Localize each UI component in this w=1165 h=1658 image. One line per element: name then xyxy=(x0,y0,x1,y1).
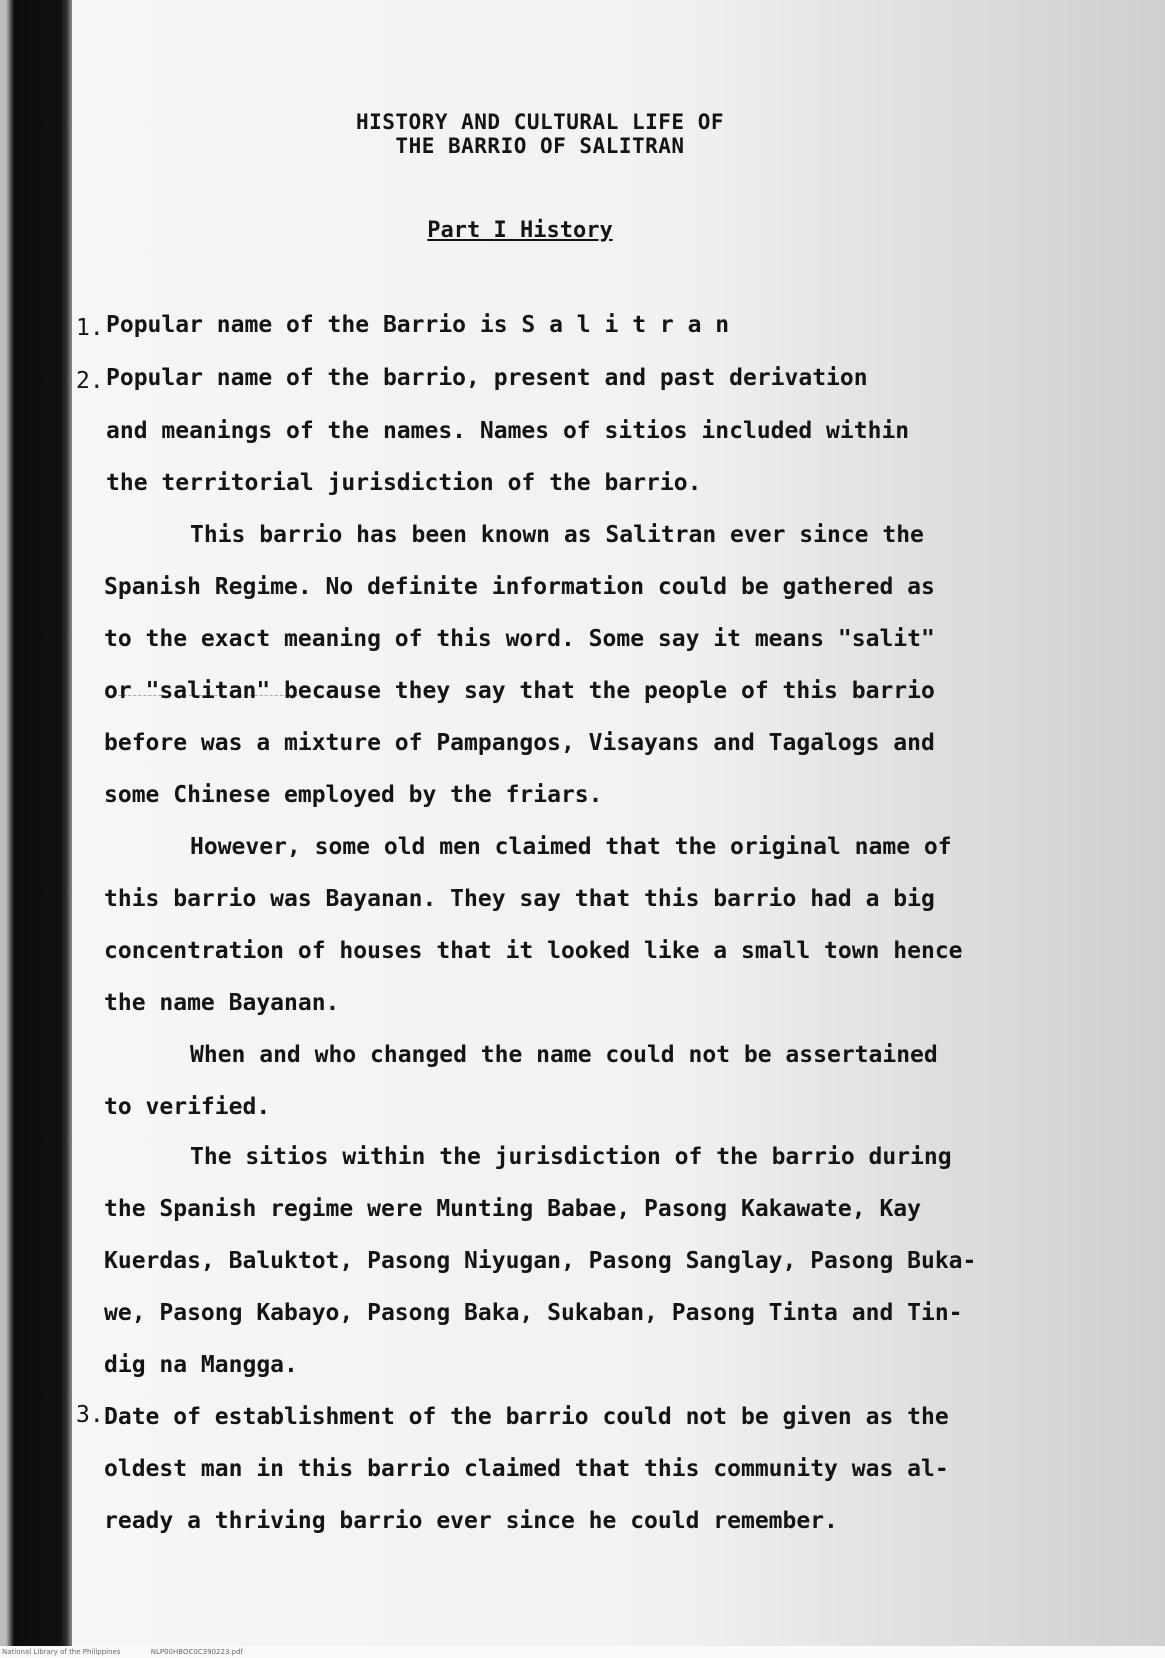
item-number: 1. xyxy=(76,315,104,341)
paragraph-line: However, some old men claimed that the original name of xyxy=(190,834,952,860)
paragraph-line: to verified. xyxy=(104,1094,271,1120)
item-line: the territorial jurisdiction of the barrio. xyxy=(106,470,702,496)
item-line: Popular name of the Barrio is S a l i t r a n xyxy=(106,312,730,338)
paragraph-line: dig na Mangga. xyxy=(104,1352,298,1378)
paragraph-line: When and who changed the name could not be assertained xyxy=(190,1042,938,1068)
paragraph-line: this barrio was Bayanan. They say that this barrio had a big xyxy=(104,886,935,912)
item-number: 3. xyxy=(76,1402,104,1428)
paragraph-line: before was a mixture of Pampangos, Visayans and Tagalogs and xyxy=(104,730,935,756)
item-line: Popular name of the barrio, present and past derivation xyxy=(106,365,868,391)
paragraph-line: the name Bayanan. xyxy=(104,990,340,1016)
section-heading: Part I History xyxy=(427,218,613,243)
paragraph-line: Spanish Regime. No definite information could be gathered as xyxy=(104,574,935,600)
paragraph-line: some Chinese employed by the friars. xyxy=(104,782,603,808)
paragraph-line: to the exact meaning of this word. Some say it means "salit" xyxy=(104,626,935,652)
paragraph-line: The sitios within the jurisdiction of the barrio during xyxy=(190,1144,952,1170)
paragraph-line: the Spanish regime were Munting Babae, Pasong Kakawate, Kay xyxy=(104,1196,921,1222)
book-binding-edge xyxy=(0,0,72,1658)
item-number: 2. xyxy=(76,368,104,394)
paragraph-line: Kuerdas, Baluktot, Pasong Niyugan, Pasong Sanglay, Pasong Buka- xyxy=(104,1248,977,1274)
paragraph-line: we, Pasong Kabayo, Pasong Baka, Sukaban, Pasong Tinta and Tin- xyxy=(104,1300,963,1326)
footer-library: National Library of the Philippines xyxy=(2,1648,121,1656)
item-line: oldest man in this barrio claimed that this community was al- xyxy=(104,1456,949,1482)
scan-footer xyxy=(0,1646,1165,1658)
item-line: Date of establishment of the barrio could not be given as the xyxy=(104,1404,949,1430)
paragraph-line: This barrio has been known as Salitran ever since the xyxy=(190,522,924,548)
item-line: ready a thriving barrio ever since he could remember. xyxy=(104,1508,838,1534)
footer-file: NLP00HBOC0C390223.pdf xyxy=(150,1648,243,1656)
paragraph-line: or "salitan" because they say that the people of this barrio xyxy=(104,678,935,704)
document-title xyxy=(300,110,780,158)
title-line-2: THE BARRIO OF SALITRAN xyxy=(395,134,685,158)
item-line: and meanings of the names. Names of sitios included within xyxy=(106,418,910,444)
title-line-1: HISTORY AND CULTURAL LIFE OF xyxy=(355,110,724,134)
paragraph-line: concentration of houses that it looked like a small town hence xyxy=(104,938,963,964)
